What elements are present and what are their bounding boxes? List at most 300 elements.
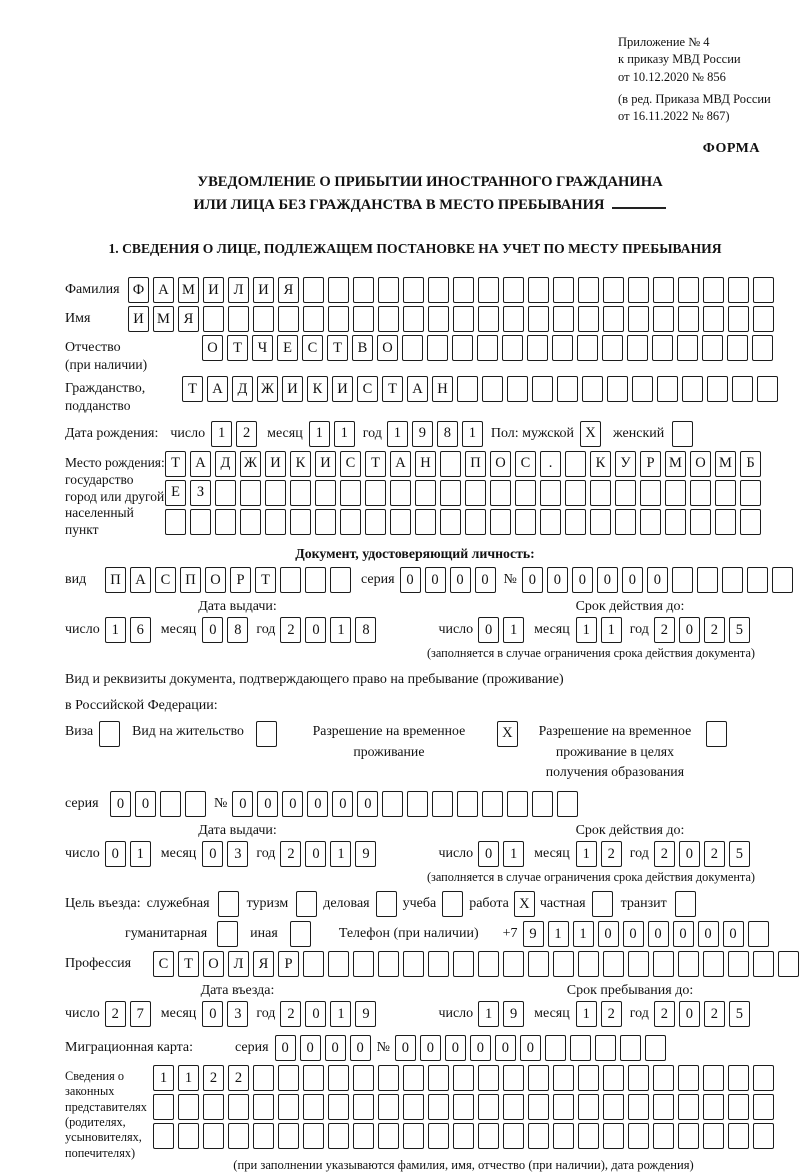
char-cell[interactable]: 2: [601, 1001, 622, 1027]
female-checkbox[interactable]: [672, 421, 693, 447]
char-cell[interactable]: [532, 376, 553, 402]
char-cell[interactable]: [682, 376, 703, 402]
char-cell[interactable]: Р: [230, 567, 251, 593]
char-cell[interactable]: [403, 1123, 424, 1149]
char-cell[interactable]: [353, 1065, 374, 1091]
char-cell[interactable]: [215, 480, 236, 506]
char-cell[interactable]: 0: [105, 841, 126, 867]
char-cell[interactable]: [503, 1094, 524, 1120]
char-cell[interactable]: Т: [365, 451, 386, 477]
char-cell[interactable]: Б: [740, 451, 761, 477]
char-cell[interactable]: [378, 1065, 399, 1091]
char-cell[interactable]: [553, 1094, 574, 1120]
char-cell[interactable]: [265, 509, 286, 535]
char-cell[interactable]: [703, 277, 724, 303]
char-cell[interactable]: [603, 1094, 624, 1120]
char-cell[interactable]: [453, 1065, 474, 1091]
char-cell[interactable]: 7: [130, 1001, 151, 1027]
char-cell[interactable]: [278, 1123, 299, 1149]
char-cell[interactable]: 1: [576, 617, 597, 643]
char-cell[interactable]: У: [615, 451, 636, 477]
char-cell[interactable]: [753, 1094, 774, 1120]
char-cell[interactable]: [465, 509, 486, 535]
char-cell[interactable]: [482, 376, 503, 402]
char-cell[interactable]: 5: [729, 1001, 750, 1027]
char-cell[interactable]: [728, 277, 749, 303]
char-cell[interactable]: 0: [257, 791, 278, 817]
char-cell[interactable]: [728, 1094, 749, 1120]
char-cell[interactable]: [582, 376, 603, 402]
char-cell[interactable]: [328, 1094, 349, 1120]
char-cell[interactable]: [578, 1065, 599, 1091]
char-cell[interactable]: 3: [227, 841, 248, 867]
char-cell[interactable]: А: [153, 277, 174, 303]
char-cell[interactable]: 0: [300, 1035, 321, 1061]
char-cell[interactable]: [403, 1094, 424, 1120]
char-cell[interactable]: [715, 509, 736, 535]
char-cell[interactable]: [415, 509, 436, 535]
char-cell[interactable]: С: [515, 451, 536, 477]
char-cell[interactable]: 5: [729, 617, 750, 643]
char-cell[interactable]: [353, 306, 374, 332]
char-cell[interactable]: [557, 376, 578, 402]
char-cell[interactable]: С: [153, 951, 174, 977]
char-cell[interactable]: А: [130, 567, 151, 593]
char-cell[interactable]: [502, 335, 523, 361]
char-cell[interactable]: О: [690, 451, 711, 477]
char-cell[interactable]: [503, 306, 524, 332]
char-cell[interactable]: 9: [503, 1001, 524, 1027]
char-cell[interactable]: [482, 791, 503, 817]
char-cell[interactable]: Т: [255, 567, 276, 593]
char-cell[interactable]: [432, 791, 453, 817]
char-cell[interactable]: 0: [679, 1001, 700, 1027]
char-cell[interactable]: 0: [572, 567, 593, 593]
char-cell[interactable]: [657, 376, 678, 402]
char-cell[interactable]: Т: [327, 335, 348, 361]
char-cell[interactable]: 1: [211, 421, 232, 447]
char-cell[interactable]: Т: [178, 951, 199, 977]
char-cell[interactable]: 0: [110, 791, 131, 817]
char-cell[interactable]: 1: [130, 841, 151, 867]
char-cell[interactable]: [315, 509, 336, 535]
char-cell[interactable]: [453, 306, 474, 332]
char-cell[interactable]: [703, 1123, 724, 1149]
char-cell[interactable]: [507, 791, 528, 817]
char-cell[interactable]: [478, 1065, 499, 1091]
purpose-study-checkbox[interactable]: [442, 891, 463, 917]
char-cell[interactable]: 0: [495, 1035, 516, 1061]
temp-residence-checkbox[interactable]: X: [497, 721, 518, 747]
char-cell[interactable]: [303, 1094, 324, 1120]
char-cell[interactable]: [303, 1123, 324, 1149]
char-cell[interactable]: К: [590, 451, 611, 477]
char-cell[interactable]: [665, 509, 686, 535]
char-cell[interactable]: 0: [350, 1035, 371, 1061]
char-cell[interactable]: [748, 921, 769, 947]
char-cell[interactable]: 0: [282, 791, 303, 817]
purpose-tourism-checkbox[interactable]: [296, 891, 317, 917]
char-cell[interactable]: [428, 1094, 449, 1120]
char-cell[interactable]: 9: [355, 1001, 376, 1027]
char-cell[interactable]: [378, 1123, 399, 1149]
char-cell[interactable]: [590, 480, 611, 506]
char-cell[interactable]: [378, 277, 399, 303]
char-cell[interactable]: П: [180, 567, 201, 593]
char-cell[interactable]: 2: [280, 617, 301, 643]
char-cell[interactable]: Н: [432, 376, 453, 402]
char-cell[interactable]: К: [307, 376, 328, 402]
char-cell[interactable]: 8: [437, 421, 458, 447]
char-cell[interactable]: Д: [215, 451, 236, 477]
char-cell[interactable]: [378, 1094, 399, 1120]
char-cell[interactable]: 0: [400, 567, 421, 593]
char-cell[interactable]: [595, 1035, 616, 1061]
char-cell[interactable]: 0: [698, 921, 719, 947]
char-cell[interactable]: [528, 1094, 549, 1120]
char-cell[interactable]: 0: [648, 921, 669, 947]
char-cell[interactable]: [382, 791, 403, 817]
char-cell[interactable]: [757, 376, 778, 402]
char-cell[interactable]: [628, 1123, 649, 1149]
char-cell[interactable]: 0: [520, 1035, 541, 1061]
char-cell[interactable]: [653, 1123, 674, 1149]
char-cell[interactable]: 1: [573, 921, 594, 947]
char-cell[interactable]: Ч: [252, 335, 273, 361]
char-cell[interactable]: [707, 376, 728, 402]
char-cell[interactable]: 0: [450, 567, 471, 593]
char-cell[interactable]: [728, 1065, 749, 1091]
char-cell[interactable]: И: [282, 376, 303, 402]
char-cell[interactable]: 0: [232, 791, 253, 817]
char-cell[interactable]: [440, 480, 461, 506]
char-cell[interactable]: [478, 306, 499, 332]
char-cell[interactable]: [228, 1123, 249, 1149]
char-cell[interactable]: 0: [445, 1035, 466, 1061]
char-cell[interactable]: 5: [729, 841, 750, 867]
char-cell[interactable]: [603, 951, 624, 977]
char-cell[interactable]: 2: [704, 617, 725, 643]
char-cell[interactable]: [753, 1065, 774, 1091]
char-cell[interactable]: 2: [280, 841, 301, 867]
char-cell[interactable]: [747, 567, 768, 593]
char-cell[interactable]: [278, 1094, 299, 1120]
char-cell[interactable]: 1: [503, 841, 524, 867]
char-cell[interactable]: [590, 509, 611, 535]
char-cell[interactable]: [240, 480, 261, 506]
char-cell[interactable]: [353, 1094, 374, 1120]
char-cell[interactable]: [440, 451, 461, 477]
char-cell[interactable]: 0: [547, 567, 568, 593]
char-cell[interactable]: [328, 951, 349, 977]
char-cell[interactable]: 2: [105, 1001, 126, 1027]
char-cell[interactable]: 0: [357, 791, 378, 817]
char-cell[interactable]: [528, 306, 549, 332]
char-cell[interactable]: [540, 509, 561, 535]
char-cell[interactable]: 0: [673, 921, 694, 947]
char-cell[interactable]: [607, 376, 628, 402]
char-cell[interactable]: [478, 1123, 499, 1149]
char-cell[interactable]: 2: [228, 1065, 249, 1091]
char-cell[interactable]: [328, 277, 349, 303]
char-cell[interactable]: [565, 451, 586, 477]
char-cell[interactable]: Р: [640, 451, 661, 477]
char-cell[interactable]: [453, 1123, 474, 1149]
char-cell[interactable]: 0: [395, 1035, 416, 1061]
char-cell[interactable]: [315, 480, 336, 506]
char-cell[interactable]: [305, 567, 326, 593]
char-cell[interactable]: Т: [182, 376, 203, 402]
char-cell[interactable]: [190, 509, 211, 535]
char-cell[interactable]: [732, 376, 753, 402]
char-cell[interactable]: [303, 951, 324, 977]
char-cell[interactable]: [778, 951, 799, 977]
char-cell[interactable]: [570, 1035, 591, 1061]
char-cell[interactable]: 0: [425, 567, 446, 593]
char-cell[interactable]: [503, 1065, 524, 1091]
char-cell[interactable]: 2: [654, 841, 675, 867]
char-cell[interactable]: [365, 480, 386, 506]
char-cell[interactable]: [428, 951, 449, 977]
char-cell[interactable]: 8: [355, 617, 376, 643]
char-cell[interactable]: [453, 277, 474, 303]
char-cell[interactable]: [428, 306, 449, 332]
char-cell[interactable]: [178, 1123, 199, 1149]
char-cell[interactable]: 0: [135, 791, 156, 817]
char-cell[interactable]: [678, 1094, 699, 1120]
char-cell[interactable]: 2: [280, 1001, 301, 1027]
char-cell[interactable]: [153, 1123, 174, 1149]
char-cell[interactable]: 1: [478, 1001, 499, 1027]
char-cell[interactable]: [632, 376, 653, 402]
char-cell[interactable]: И: [203, 277, 224, 303]
char-cell[interactable]: 0: [623, 921, 644, 947]
char-cell[interactable]: [228, 1094, 249, 1120]
char-cell[interactable]: [678, 306, 699, 332]
char-cell[interactable]: [427, 335, 448, 361]
char-cell[interactable]: [160, 791, 181, 817]
char-cell[interactable]: М: [715, 451, 736, 477]
char-cell[interactable]: [728, 306, 749, 332]
char-cell[interactable]: Я: [278, 277, 299, 303]
char-cell[interactable]: [640, 480, 661, 506]
char-cell[interactable]: [452, 335, 473, 361]
purpose-business-checkbox[interactable]: [376, 891, 397, 917]
char-cell[interactable]: [678, 1123, 699, 1149]
char-cell[interactable]: [353, 951, 374, 977]
char-cell[interactable]: [340, 509, 361, 535]
char-cell[interactable]: [478, 277, 499, 303]
char-cell[interactable]: Я: [178, 306, 199, 332]
char-cell[interactable]: [752, 335, 773, 361]
char-cell[interactable]: [615, 509, 636, 535]
char-cell[interactable]: [740, 480, 761, 506]
char-cell[interactable]: [578, 951, 599, 977]
char-cell[interactable]: [303, 306, 324, 332]
char-cell[interactable]: [265, 480, 286, 506]
char-cell[interactable]: [378, 951, 399, 977]
char-cell[interactable]: [503, 951, 524, 977]
char-cell[interactable]: П: [465, 451, 486, 477]
char-cell[interactable]: [665, 480, 686, 506]
char-cell[interactable]: И: [332, 376, 353, 402]
char-cell[interactable]: [240, 509, 261, 535]
char-cell[interactable]: 0: [679, 617, 700, 643]
char-cell[interactable]: [457, 791, 478, 817]
char-cell[interactable]: [453, 1094, 474, 1120]
char-cell[interactable]: [203, 1123, 224, 1149]
char-cell[interactable]: [253, 1065, 274, 1091]
char-cell[interactable]: [640, 509, 661, 535]
char-cell[interactable]: [628, 1065, 649, 1091]
char-cell[interactable]: [628, 1094, 649, 1120]
char-cell[interactable]: А: [407, 376, 428, 402]
char-cell[interactable]: [703, 1065, 724, 1091]
char-cell[interactable]: [403, 277, 424, 303]
char-cell[interactable]: Я: [253, 951, 274, 977]
char-cell[interactable]: И: [128, 306, 149, 332]
char-cell[interactable]: 0: [598, 921, 619, 947]
char-cell[interactable]: [515, 509, 536, 535]
purpose-other-checkbox[interactable]: [290, 921, 311, 947]
char-cell[interactable]: 0: [478, 841, 499, 867]
char-cell[interactable]: [728, 1123, 749, 1149]
char-cell[interactable]: А: [390, 451, 411, 477]
char-cell[interactable]: 2: [654, 1001, 675, 1027]
char-cell[interactable]: [515, 480, 536, 506]
male-checkbox[interactable]: X: [580, 421, 601, 447]
char-cell[interactable]: [440, 509, 461, 535]
char-cell[interactable]: [565, 480, 586, 506]
char-cell[interactable]: [578, 306, 599, 332]
char-cell[interactable]: 0: [679, 841, 700, 867]
char-cell[interactable]: [390, 509, 411, 535]
char-cell[interactable]: Т: [165, 451, 186, 477]
purpose-humanitarian-checkbox[interactable]: [217, 921, 238, 947]
char-cell[interactable]: [403, 1065, 424, 1091]
char-cell[interactable]: И: [315, 451, 336, 477]
char-cell[interactable]: [280, 567, 301, 593]
char-cell[interactable]: [228, 306, 249, 332]
char-cell[interactable]: 0: [723, 921, 744, 947]
char-cell[interactable]: [553, 306, 574, 332]
char-cell[interactable]: [490, 509, 511, 535]
char-cell[interactable]: С: [155, 567, 176, 593]
residence-permit-checkbox[interactable]: [256, 721, 277, 747]
char-cell[interactable]: [553, 1065, 574, 1091]
char-cell[interactable]: 0: [420, 1035, 441, 1061]
char-cell[interactable]: [578, 277, 599, 303]
char-cell[interactable]: 9: [523, 921, 544, 947]
char-cell[interactable]: [353, 1123, 374, 1149]
char-cell[interactable]: [503, 1123, 524, 1149]
char-cell[interactable]: 2: [601, 841, 622, 867]
char-cell[interactable]: [528, 1123, 549, 1149]
char-cell[interactable]: 1: [462, 421, 483, 447]
char-cell[interactable]: 1: [387, 421, 408, 447]
char-cell[interactable]: О: [205, 567, 226, 593]
char-cell[interactable]: [577, 335, 598, 361]
char-cell[interactable]: [753, 951, 774, 977]
char-cell[interactable]: [153, 1094, 174, 1120]
char-cell[interactable]: 9: [355, 841, 376, 867]
char-cell[interactable]: [340, 480, 361, 506]
char-cell[interactable]: [477, 335, 498, 361]
char-cell[interactable]: 0: [332, 791, 353, 817]
char-cell[interactable]: [653, 1065, 674, 1091]
char-cell[interactable]: [415, 480, 436, 506]
purpose-official-checkbox[interactable]: [218, 891, 239, 917]
char-cell[interactable]: [253, 1123, 274, 1149]
char-cell[interactable]: 0: [305, 841, 326, 867]
char-cell[interactable]: Т: [382, 376, 403, 402]
char-cell[interactable]: 0: [522, 567, 543, 593]
char-cell[interactable]: [215, 509, 236, 535]
char-cell[interactable]: [677, 335, 698, 361]
char-cell[interactable]: [557, 791, 578, 817]
char-cell[interactable]: [690, 509, 711, 535]
char-cell[interactable]: [772, 567, 793, 593]
char-cell[interactable]: [702, 335, 723, 361]
char-cell[interactable]: Т: [227, 335, 248, 361]
char-cell[interactable]: З: [190, 480, 211, 506]
char-cell[interactable]: [552, 335, 573, 361]
char-cell[interactable]: 0: [470, 1035, 491, 1061]
char-cell[interactable]: [402, 335, 423, 361]
char-cell[interactable]: [553, 277, 574, 303]
char-cell[interactable]: 0: [305, 1001, 326, 1027]
char-cell[interactable]: [290, 480, 311, 506]
char-cell[interactable]: И: [253, 277, 274, 303]
char-cell[interactable]: [678, 1065, 699, 1091]
char-cell[interactable]: 1: [330, 617, 351, 643]
char-cell[interactable]: О: [203, 951, 224, 977]
char-cell[interactable]: [253, 306, 274, 332]
visa-checkbox[interactable]: [99, 721, 120, 747]
char-cell[interactable]: [165, 509, 186, 535]
char-cell[interactable]: М: [153, 306, 174, 332]
char-cell[interactable]: О: [377, 335, 398, 361]
char-cell[interactable]: К: [290, 451, 311, 477]
char-cell[interactable]: [603, 306, 624, 332]
char-cell[interactable]: С: [357, 376, 378, 402]
purpose-transit-checkbox[interactable]: [675, 891, 696, 917]
char-cell[interactable]: О: [202, 335, 223, 361]
char-cell[interactable]: [303, 1065, 324, 1091]
char-cell[interactable]: [453, 951, 474, 977]
char-cell[interactable]: 0: [597, 567, 618, 593]
char-cell[interactable]: [303, 277, 324, 303]
char-cell[interactable]: [540, 480, 561, 506]
char-cell[interactable]: [715, 480, 736, 506]
char-cell[interactable]: 2: [654, 617, 675, 643]
char-cell[interactable]: [428, 1123, 449, 1149]
char-cell[interactable]: [628, 951, 649, 977]
char-cell[interactable]: [653, 306, 674, 332]
char-cell[interactable]: [403, 951, 424, 977]
char-cell[interactable]: [645, 1035, 666, 1061]
char-cell[interactable]: [722, 567, 743, 593]
char-cell[interactable]: [278, 1065, 299, 1091]
char-cell[interactable]: 2: [236, 421, 257, 447]
char-cell[interactable]: Ф: [128, 277, 149, 303]
char-cell[interactable]: [628, 306, 649, 332]
char-cell[interactable]: [603, 1065, 624, 1091]
char-cell[interactable]: [653, 1094, 674, 1120]
char-cell[interactable]: [478, 951, 499, 977]
char-cell[interactable]: Ж: [257, 376, 278, 402]
char-cell[interactable]: 0: [478, 617, 499, 643]
